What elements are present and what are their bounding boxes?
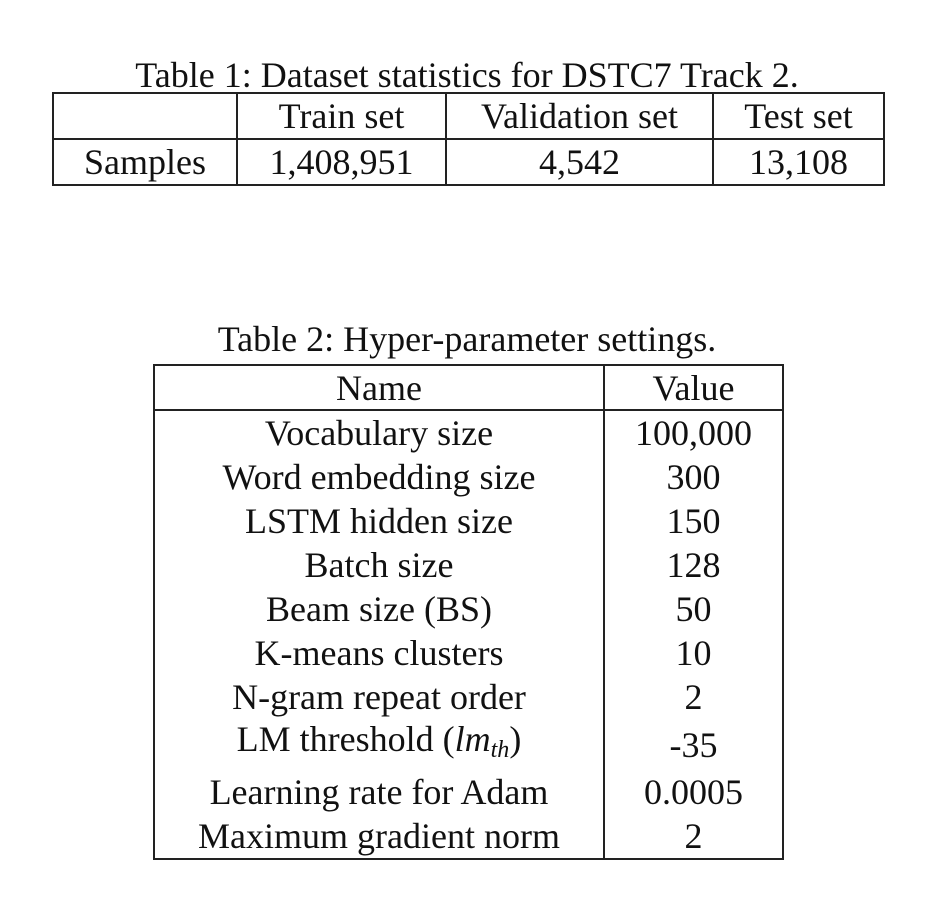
table-header-cell: Value — [604, 365, 783, 410]
table-row — [154, 455, 783, 499]
table-row — [154, 631, 783, 675]
lm-threshold-suffix: ) — [509, 719, 522, 759]
table-cell: 13,108 — [713, 139, 884, 185]
table-row — [53, 139, 884, 185]
param-value: -35 — [604, 719, 783, 770]
table-header-row — [53, 93, 884, 139]
param-name: Maximum gradient norm — [154, 814, 604, 859]
param-name: Learning rate for Adam — [154, 770, 604, 814]
param-name: LSTM hidden size — [154, 499, 604, 543]
param-value: 100,000 — [604, 410, 783, 455]
param-name: Vocabulary size — [154, 410, 604, 455]
param-value: 128 — [604, 543, 783, 587]
lm-threshold-var: lm — [454, 719, 491, 759]
table-row — [154, 719, 783, 770]
table-cell: 4,542 — [446, 139, 713, 185]
param-value: 10 — [604, 631, 783, 675]
hyperparameter-table — [153, 364, 784, 860]
param-value: 2 — [604, 675, 783, 719]
param-value: 50 — [604, 587, 783, 631]
param-name: Beam size (BS) — [154, 587, 604, 631]
table-header-row — [154, 365, 783, 410]
lm-threshold-prefix: LM threshold ( — [236, 719, 455, 759]
table-row — [154, 499, 783, 543]
table-row — [154, 675, 783, 719]
table-header-cell: Name — [154, 365, 604, 410]
param-name-lm-threshold — [154, 719, 604, 770]
param-name: K-means clusters — [154, 631, 604, 675]
table-row-label: Samples — [53, 139, 237, 185]
table-row — [154, 587, 783, 631]
param-value: 0.0005 — [604, 770, 783, 814]
table-header-cell: Train set — [237, 93, 446, 139]
table-row — [154, 770, 783, 814]
table-row — [154, 814, 783, 859]
table1-caption: Table 1: Dataset statistics for DSTC7 Track 2. — [135, 55, 799, 95]
lm-threshold-sub: th — [490, 737, 510, 763]
param-name: Batch size — [154, 543, 604, 587]
table2-caption: Table 2: Hyper-parameter settings. — [217, 319, 717, 359]
param-value: 2 — [604, 814, 783, 859]
table-row — [154, 543, 783, 587]
table-header-cell: Test set — [713, 93, 884, 139]
param-value: 150 — [604, 499, 783, 543]
param-name: N-gram repeat order — [154, 675, 604, 719]
dataset-statistics-table — [52, 92, 885, 186]
param-value: 300 — [604, 455, 783, 499]
param-name: Word embedding size — [154, 455, 604, 499]
table-cell: 1,408,951 — [237, 139, 446, 185]
table-header-cell: Validation set — [446, 93, 713, 139]
table-header-cell-empty — [53, 93, 237, 139]
table-row — [154, 410, 783, 455]
